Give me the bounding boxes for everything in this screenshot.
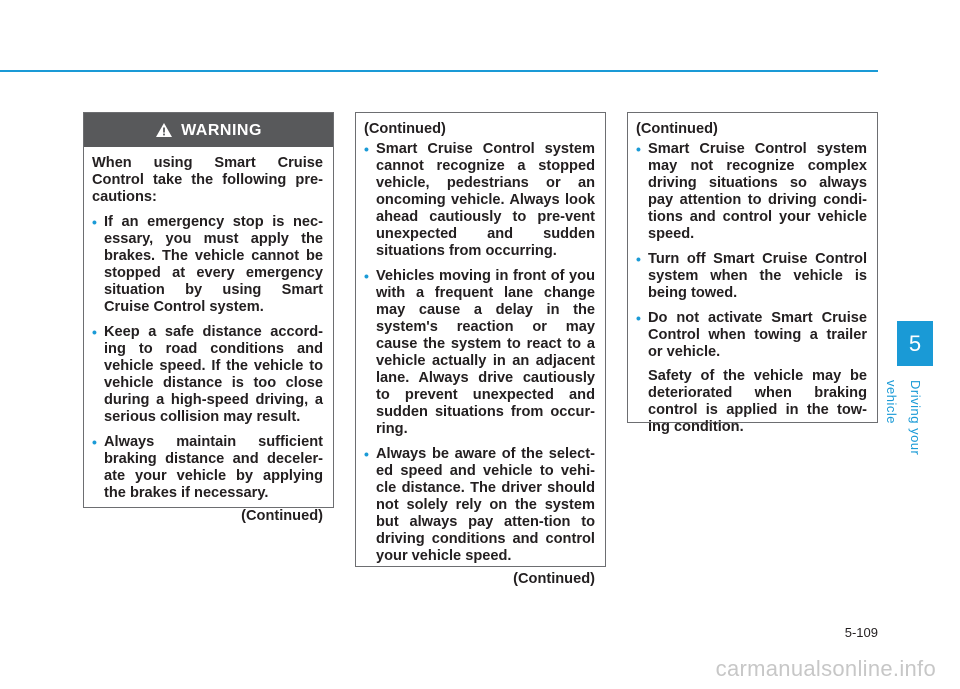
warning-label: WARNING <box>181 121 262 139</box>
warning-intro: When using Smart Cruise Control take the following pre-cautions: <box>92 155 323 205</box>
continued-label: (Continued) <box>513 571 595 587</box>
list-item: • Always maintain sufficient braking distance and deceler-ate your vehicle by applying the brakes if necessary. <box>92 434 323 501</box>
bullet-icon: • <box>364 446 369 462</box>
warning-triangle-icon <box>155 122 173 138</box>
watermark: carmanualsonline.info <box>715 656 936 681</box>
list-item: • Vehicles moving in front of you with a frequent lane change may cause a delay in the system's reaction or may cause the system to react to a vehicle actually in an adjacent lane. Always drive cautiously to prevent unexpected and sudden situations from occur-ring. <box>364 268 595 437</box>
list-item: • Turn off Smart Cruise Control system when the vehicle is being towed. <box>636 251 867 301</box>
chapter-tab: 5 <box>897 321 933 366</box>
list-item: • Keep a safe distance accord-ing to road conditions and vehicle speed. If the vehicle to vehicle distance is too close during a high-speed driving, a serious collision may result. <box>92 324 323 425</box>
bullet-icon: • <box>636 251 641 267</box>
warning-box <box>83 112 334 524</box>
list-item: • Smart Cruise Control system cannot recognize a stopped vehicle, pedestrians or an oncoming vehicle. Always look ahead cautiously to pre-vent unexpected and sudden situations from occurring. <box>364 141 595 259</box>
page-number: 5-109 <box>844 625 878 640</box>
bullet-icon: • <box>636 141 641 157</box>
bullet-icon: • <box>92 434 97 450</box>
right-bullet-list <box>636 141 867 361</box>
list-item: • Do not activate Smart Cruise Control when towing a trailer or vehicle. <box>636 310 867 360</box>
bullet-icon: • <box>364 268 369 284</box>
bullet-icon: • <box>92 324 97 340</box>
bullet-icon: • <box>92 214 97 230</box>
middle-bullet-list <box>364 141 595 565</box>
continued-box-right <box>627 112 878 435</box>
list-item: • Always be aware of the select-ed speed and vehicle to vehi-cle distance. The driver should not solely rely on the system but always pay atten-tion to driving conditions and control your vehicle speed. <box>364 446 595 564</box>
chapter-label: Driving your vehicle <box>884 380 923 456</box>
warning-header <box>84 113 333 147</box>
continued-box-middle <box>355 112 606 587</box>
continued-label: (Continued) <box>636 121 718 137</box>
towing-note: Safety of the vehicle may be deteriorated when braking control is applied in the tow-ing condition. <box>648 368 867 435</box>
list-item: • Smart Cruise Control system may not recognize complex driving situations so always pay attention to driving condi-tions and control your vehicle speed. <box>636 141 867 242</box>
bullet-icon: • <box>636 310 641 326</box>
bullet-icon: • <box>364 141 369 157</box>
header-rule <box>0 70 878 72</box>
continued-label: (Continued) <box>241 508 323 524</box>
continued-label: (Continued) <box>364 121 446 137</box>
list-item: • If an emergency stop is nec-essary, you must apply the brakes. The vehicle cannot be stopped at every emergency situation by using Smart Cruise Control system. <box>92 214 323 315</box>
warning-bullet-list <box>92 214 323 502</box>
